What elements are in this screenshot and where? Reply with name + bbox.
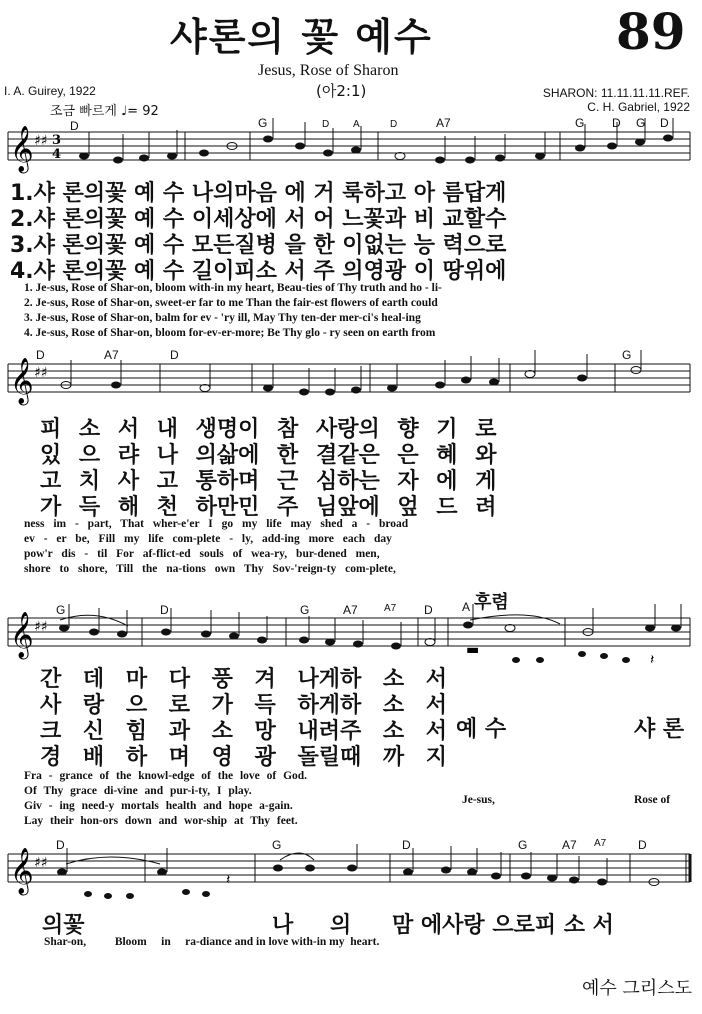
chord-label: D <box>70 119 79 133</box>
korean-verse-1: 1.샤 론의꽃 예 수 나의마음 에 거 룩하고 아 름답게 <box>10 181 507 206</box>
hymn-title: 샤론의 꽃 예수 <box>170 15 433 59</box>
chord-label: D <box>638 838 647 852</box>
korean-verse-3: 3.샤 론의꽃 예 수 모든질병 을 한 이없는 능 력으로 <box>10 233 507 258</box>
chord-label: D <box>424 603 433 617</box>
english-lyrics-system-2 <box>24 518 408 578</box>
english-subtitle: Jesus, Rose of Sharon <box>258 62 399 79</box>
svg-text:♯♯: ♯♯ <box>34 365 48 381</box>
chord-label: A7 <box>384 603 397 614</box>
english-verse-4: Lay their hon-ors down and wor-ship at Thy feet. <box>24 815 298 827</box>
english-lyrics-system-1 <box>24 282 442 342</box>
english-verse-4: 4. Je-sus, Rose of Shar-on, bloom for-ev-er-more; Be Thy glo - ry seen on earth from <box>24 327 436 339</box>
chord-label: A7 <box>436 116 451 130</box>
chord-label: D <box>36 348 45 362</box>
svg-text:𝄽: 𝄽 <box>650 652 655 668</box>
chord-label: A7 <box>104 348 119 362</box>
svg-text:3: 3 <box>52 133 62 148</box>
scripture-reference: (아2:1) <box>316 82 367 100</box>
korean-lyrics-system-3 <box>0 662 702 770</box>
english-verse-4: shore to shore, Till the na-tions own Thy Sov-'reign-ty com-plete, <box>24 563 396 575</box>
korean-verse-1: 피 소 서 내 생명이 참 사랑의 향 기 로 <box>40 417 497 442</box>
korean-verse-3: 고 치 사 고 통하며 근 심하는 자 에 게 <box>40 469 497 494</box>
korean-refrain-word: 의꽃 <box>42 913 85 938</box>
tempo-marking: 조금 빠르게 ♩= 92 <box>50 104 159 119</box>
english-verse-3: 3. Je-sus, Rose of Shar-on, balm for ev - 'ry ill, May Thy ten-der mer-ci's heal-ing <box>24 312 421 324</box>
chord-label: D <box>390 119 398 130</box>
korean-refrain-word: 의 <box>330 913 352 938</box>
korean-verse-4: 4.샤 론의꽃 예 수 길이피소 서 주 의영광 이 땅위에 <box>10 259 507 284</box>
chord-label: A7 <box>594 838 607 849</box>
chord-label: G <box>622 348 632 362</box>
english-verse-3: Giv - ing need-y mortals health and hope a-gain. <box>24 800 293 812</box>
english-lyrics-system-3 <box>24 770 307 830</box>
svg-text:♯♯: ♯♯ <box>34 855 48 871</box>
chord-label: G <box>258 116 268 130</box>
english-verse-2: 2. Je-sus, Rose of Shar-on, sweet-er far to me Than the fair-est flowers of earth could <box>24 297 438 309</box>
composer: C. H. Gabriel, 1922 <box>587 100 690 114</box>
svg-text:▬: ▬ <box>466 642 480 658</box>
svg-text:♯♯: ♯♯ <box>34 619 48 635</box>
english-verse-3: pow'r dis - til For af-flict-ed souls of wea-ry, bur-dened men, <box>24 548 380 560</box>
chord-label: G <box>272 838 282 852</box>
chord-label: A7 <box>562 838 577 852</box>
korean-verse-4: 가 득 해 천 하만민 주 님앞에 엎 드 려 <box>40 495 497 520</box>
svg-text:𝄽: 𝄽 <box>226 872 231 888</box>
korean-lyrics-system-1 <box>0 176 702 284</box>
chord-label: A <box>353 119 360 130</box>
english-verse-1: ness im - part, That wher-e'er I go my life may shed a - broad <box>24 518 409 530</box>
chord-label: D <box>660 116 669 130</box>
footer-caption: 예수 그리스도 <box>581 978 692 999</box>
chord-label: G <box>636 116 646 130</box>
tune-name: SHARON: 11.11.11.11.REF. <box>542 86 690 100</box>
english-verse-2: Of Thy grace di-vine and pur-i-ty, I play. <box>24 785 252 797</box>
chord-label: D <box>160 603 169 617</box>
staff-system-4 <box>0 840 702 910</box>
refrain-korean-jesus: 예 수 <box>456 717 507 742</box>
chord-label: G <box>300 603 310 617</box>
svg-text:4: 4 <box>52 147 62 162</box>
korean-lyrics-system-2 <box>0 412 702 520</box>
korean-verse-2: 있 으 랴 나 의삶에 한 결같은 은 혜 와 <box>40 443 497 468</box>
korean-verse-2: 2.샤 론의꽃 예 수 이세상에 서 어 느꽃과 비 교할수 <box>10 207 507 232</box>
svg-text:♯♯: ♯♯ <box>34 133 48 149</box>
lyricist: I. A. Guirey, 1922 <box>4 84 96 98</box>
hymn-number: 89 <box>616 2 686 61</box>
korean-verse-1: 간 데 마 다 풍 겨 나게하 소 서 <box>40 667 448 692</box>
chord-label: D <box>56 838 65 852</box>
chord-label: D <box>322 119 330 130</box>
chord-label: A <box>462 600 471 614</box>
korean-verse-2: 사 랑 으 로 가 득 하게하 소 서 <box>40 693 448 718</box>
refrain-korean-sharon: 샤 론 <box>634 717 685 742</box>
korean-verse-4: 경 배 하 며 영 광 돌릴때 까 지 <box>40 745 448 770</box>
chord-label: G <box>56 603 66 617</box>
chord-label: G <box>518 838 528 852</box>
refrain-label: 후렴 <box>474 592 509 613</box>
korean-refrain-word: 맘 에사랑 으로피 소 서 <box>392 913 614 938</box>
svg-text:𝄞: 𝄞 <box>10 612 34 658</box>
chord-label: A7 <box>343 603 358 617</box>
english-verse-1: 1. Je-sus, Rose of Shar-on, bloom with-in my heart, Beau-ties of Thy truth and ho - li- <box>24 282 442 294</box>
korean-refrain-word: 나 <box>272 913 294 938</box>
english-verse-2: ev - er be, Fill my life com-plete - ly, add-ing more each day <box>24 533 392 545</box>
chord-label: D <box>170 348 179 362</box>
svg-text:𝄞: 𝄞 <box>10 126 34 172</box>
english-refrain-end: Shar-on, Bloom in ra-diance and in love with-in my heart. <box>44 936 380 948</box>
chord-label: G <box>575 116 585 130</box>
korean-verse-3: 크 신 힘 과 소 망 내려주 소 서 <box>40 719 448 744</box>
svg-text:𝄞: 𝄞 <box>10 848 34 894</box>
chord-label: D <box>402 838 411 852</box>
refrain-english-jesus: Je-sus, <box>462 794 495 806</box>
chord-label: D <box>612 116 621 130</box>
refrain-english-rose: Rose of <box>634 794 671 806</box>
english-verse-1: Fra - grance of the knowl-edge of the love of God. <box>24 770 308 782</box>
svg-text:𝄞: 𝄞 <box>10 358 34 404</box>
